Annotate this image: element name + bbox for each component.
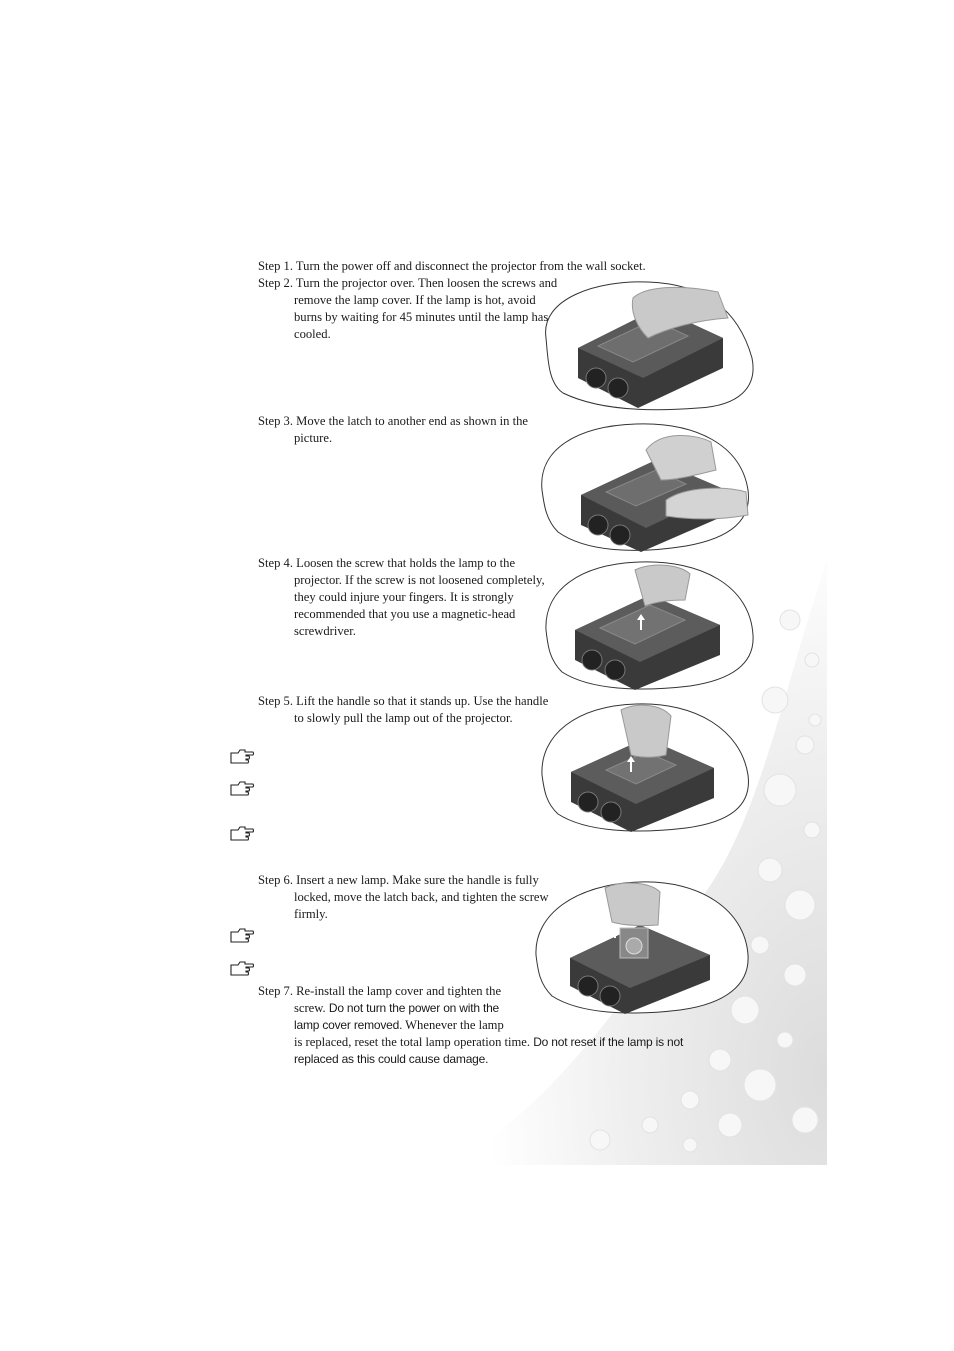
step-7-text-a: screw. <box>294 1000 329 1015</box>
step-6-text: Step 6. Insert a new lamp. Make sure the handle is fully locked, move the latch back, and tighten the screw firmly. <box>258 873 549 921</box>
pointing-hand-note-icon <box>229 749 255 765</box>
step-5-illustration <box>536 700 754 834</box>
step-7-line-4 <box>258 1034 728 1051</box>
step-1-text: Step 1. Turn the power off and disconnect the projector from the wall socket. <box>258 259 646 273</box>
step-7-warning-d: replaced as this could cause damage. <box>294 1051 489 1066</box>
step-7-warning-a: Do not turn the power on with the <box>328 1000 500 1015</box>
step-4-text: Step 4. Loosen the screw that holds the lamp to the projector. If the screw is not loosened completely, they could injure your fingers. It is strongly recommended that you use a magnetic-head screwdriver. <box>258 556 545 638</box>
pointing-hand-note-icon <box>229 928 255 944</box>
step-5-text: Step 5. Lift the handle so that it stands up. Use the handle to slowly pull the lamp out of the projector. <box>258 694 549 725</box>
pointing-hand-note-icon <box>229 781 255 797</box>
step-7-line-3 <box>258 1017 728 1034</box>
pointing-hand-note-icon <box>229 826 255 842</box>
pointing-hand-note-icon <box>229 961 255 977</box>
step-6-illustration <box>530 880 752 1016</box>
step-7-text-c: is replaced, reset the total lamp operation time. <box>294 1034 534 1049</box>
step-2-text: Step 2. Turn the projector over. Then loosen the screws and remove the lamp cover. If the lamp is hot, avoid burns by waiting for 45 minutes until the lamp has cooled. <box>258 276 558 341</box>
step-4-illustration <box>540 560 756 692</box>
step-3-illustration <box>536 420 754 554</box>
step-2-illustration <box>538 278 756 412</box>
step-7-line-1: Step 7. Re-install the lamp cover and tighten the <box>258 984 502 998</box>
step-7-line-5 <box>258 1051 728 1068</box>
step-7-warning-c: Do not reset if the lamp is not <box>533 1034 684 1049</box>
step-3-text: Step 3. Move the latch to another end as shown in the picture. <box>258 414 529 445</box>
step-7-text-b: Whenever the lamp <box>402 1017 504 1032</box>
step-7-warning-b: lamp cover removed. <box>294 1017 403 1032</box>
